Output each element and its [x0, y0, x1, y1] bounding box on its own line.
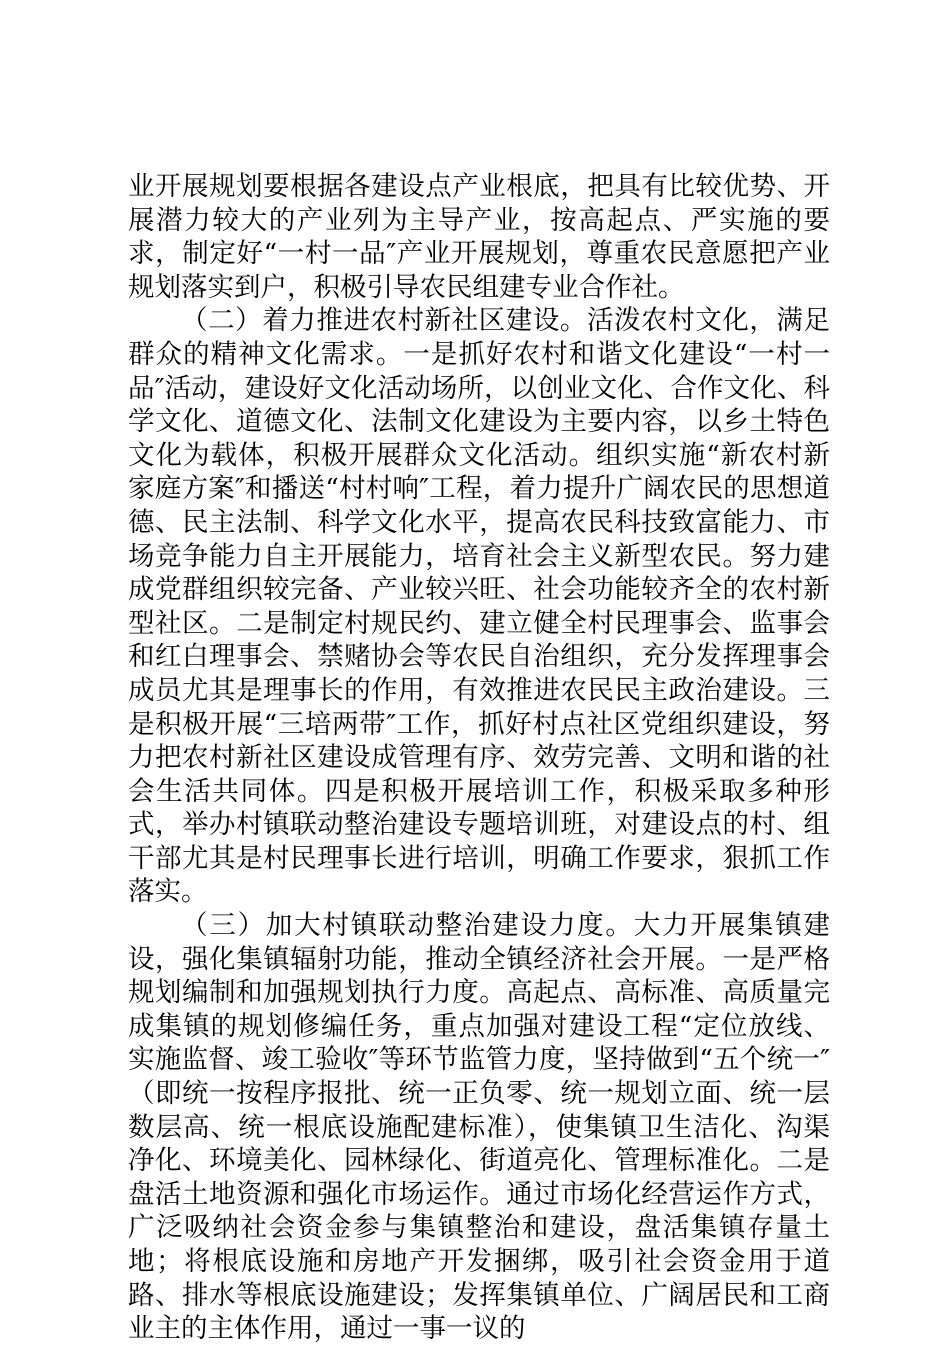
- document-body: [128, 170, 830, 1346]
- paragraph-section-2: （二）着力推进农村新社区建设。活泼农村文化，满足群众的精神文化需求。一是抓好农村和谐文化建设“一村一品″活动，建设好文化活动场所，以创业文化、合作文化、科学文化、道德文化、法制文化建设为主要内容，以乡土特色文化为载体，积极开展群众文化活动。组织实施“新农村新家庭方案″和播送“村村响″工程，着力提升广阔农民的思想道德、民主法制、科学文化水平，提高农民科技致富能力、市场竞争能力自主开展能力，培育社会主义新型农民。努力建成党群组织较完备、产业较兴旺、社会功能较齐全的农村新型社区。二是制定村规民约、建立健全村民理事会、监事会和红白理事会、禁赌协会等农民自治组织，充分发挥理事会成员尤其是理事长的作用，有效推进农民民主政治建设。三是积极开展“三培两带″工作，抓好村点社区党组织建设，努力把农村新社区建设成管理有序、效劳完善、文明和谐的社会生活共同体。四是积极开展培训工作，积极采取多种形式，举办村镇联动整治建设专题培训班，对建设点的村、组干部尤其是村民理事长进行培训，明确工作要求，狠抓工作落实。: [128, 305, 830, 908]
- paragraph-section-3: （三）加大村镇联动整治建设力度。大力开展集镇建设，强化集镇辐射功能，推动全镇经济社会开展。一是严格规划编制和加强规划执行力度。高起点、高标准、高质量完成集镇的规划修编任务，重点加强对建设工程“定位放线、实施监督、竣工验收″等环节监管力度，坚持做到“五个统一″（即统一按程序报批、统一正负零、统一规划立面、统一层数层高、统一根底设施配建标准），使集镇卫生洁化、沟渠净化、环境美化、园林绿化、街道亮化、管理标准化。二是盘活土地资源和强化市场运作。通过市场化经营运作方式，广泛吸纳社会资金参与集镇整治和建设，盘活集镇存量土地；将根底设施和房地产开发捆绑，吸引社会资金用于道路、排水等根底设施建设；发挥集镇单位、广阔居民和工商业主的主体作用，通过一事一议的: [128, 910, 830, 1345]
- paragraph-continuation: 业开展规划要根据各建设点产业根底，把具有比较优势、开展潜力较大的产业列为主导产业，按高起点、严实施的要求，制定好“一村一品″产业开展规划，尊重农民意愿把产业规划落实到户，积极引导农民组建专业合作社。: [128, 171, 830, 303]
